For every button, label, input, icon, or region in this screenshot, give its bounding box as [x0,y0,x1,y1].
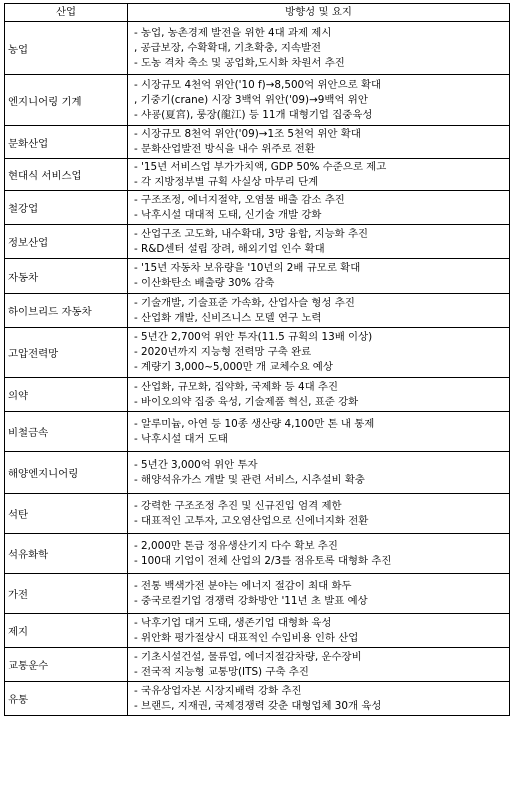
direction-line: - 중국로컬기업 경쟁력 강화방안 '11년 초 발표 예상 [134,594,368,607]
direction-line: - 강력한 구조조정 추진 및 신규진입 엄격 제한 [134,499,342,512]
table-row [5,22,510,75]
table-row [5,126,510,159]
sector-cell: 하이브리드 자동차 [5,294,128,328]
header-sector: 산업 [5,4,128,22]
direction-cell [128,259,510,294]
direction-line: - 기술개발, 기술표준 가속화, 산업사슬 형성 추진 [134,296,355,309]
direction-cell [128,75,510,126]
direction-cell [128,614,510,648]
sector-cell: 정보산업 [5,225,128,259]
table-row [5,574,510,614]
header-direction: 방향성 및 요지 [128,4,510,22]
table-row [5,452,510,494]
direction-line: - 이산화탄소 배출량 30% 감축 [134,277,275,289]
table-row [5,75,510,126]
direction-line: - 구조조정, 에너지절약, 오염물 배출 감소 추진 [134,193,345,206]
table-row [5,412,510,452]
direction-cell [128,648,510,682]
direction-line: , 공급보장, 수확확대, 기초확충, 지속발전 [134,41,322,54]
table-row [5,378,510,412]
direction-line: - '15년 자동차 보유량을 '10년의 2배 규모로 확대 [134,262,361,274]
direction-cell [128,574,510,614]
direction-line: - 낙후시설 대거 도태 [134,432,228,445]
direction-line: - 기초시설건설, 물류업, 에너지절감차량, 운수장비 [134,650,362,663]
direction-line: - 산업구조 고도화, 내수확대, 3망 융합, 지능화 추진 [134,227,369,240]
table-row [5,614,510,648]
direction-cell [128,452,510,494]
direction-cell [128,412,510,452]
direction-line: - 낙후시설 대대적 도태, 신기술 개발 강화 [134,208,322,221]
direction-line: - 문화산업발전 방식을 내수 위주로 전환 [134,143,315,155]
direction-cell [128,225,510,259]
sector-cell: 의약 [5,378,128,412]
sector-cell: 자동차 [5,259,128,294]
sector-cell: 비철금속 [5,412,128,452]
direction-line: - 브랜드, 지재권, 국제경쟁력 갖춘 대형업체 30개 육성 [134,699,382,712]
sector-cell: 현대식 서비스업 [5,159,128,191]
direction-line: - 전통 백색가전 분야는 에너지 절감이 최대 화두 [134,579,352,592]
direction-cell [128,191,510,225]
sector-cell: 해양엔지니어링 [5,452,128,494]
direction-line: - 계량기 3,000~5,000만 개 교체수요 예상 [134,361,333,373]
sector-cell: 문화산업 [5,126,128,159]
direction-cell [128,126,510,159]
sector-cell: 제지 [5,614,128,648]
direction-line: - R&D센터 설립 장려, 해외기업 인수 확대 [134,242,325,255]
direction-line: - 100대 기업이 전체 산업의 2/3를 점유토록 대형화 추진 [134,554,392,567]
table-row [5,225,510,259]
sector-cell: 철강업 [5,191,128,225]
sector-cell: 고압전력망 [5,328,128,378]
direction-line: - 낙후기업 대거 도태, 생존기업 대형화 육성 [134,616,332,629]
table-row [5,328,510,378]
table-row [5,259,510,294]
table-row [5,191,510,225]
table-row [5,294,510,328]
table-row [5,534,510,574]
table-row [5,682,510,716]
direction-line: - 5년간 3,000억 위안 투자 [134,458,258,471]
direction-line: - 국유상업자본 시장지배력 강화 추진 [134,684,302,697]
direction-line: - '15년 서비스업 부가가치액, GDP 50% 수준으로 제고 [134,160,387,173]
direction-line: - 2020년까지 지능형 전력망 구축 완료 [134,346,312,358]
direction-line: , 기중기(crane) 시장 3백억 위안('09)→9백억 위안 [134,93,368,106]
direction-line: - 해양석유가스 개발 및 관련 서비스, 시추설비 확충 [134,473,365,486]
direction-line: - 대표적인 고투자, 고오염산업으로 신에너지화 전환 [134,514,369,527]
direction-cell [128,494,510,534]
direction-line: - 샤굥(夏宮), 룽장(龍江) 등 11개 대형기업 집중육성 [134,108,373,121]
sector-cell: 석유화학 [5,534,128,574]
direction-line: - 농업, 농촌경제 발전을 위한 4대 과제 제시 [134,26,332,39]
sector-cell: 교통운수 [5,648,128,682]
direction-line: - 2,000만 톤급 정유생산기지 다수 확보 추진 [134,539,338,552]
table-header-row [5,4,510,22]
direction-cell [128,328,510,378]
direction-line: - 알루미늄, 아연 등 10종 생산량 4,100만 톤 내 통제 [134,417,375,430]
direction-line: - 산업화 개발, 신비즈니스 모델 연구 노력 [134,311,322,324]
direction-cell [128,534,510,574]
direction-line: - 산업화, 규모화, 집약화, 국제화 등 4대 추진 [134,380,338,393]
direction-line: - 각 지방정부별 규획 사실상 마무리 단계 [134,175,319,188]
direction-cell [128,294,510,328]
table-body [5,22,510,716]
sector-cell: 유통 [5,682,128,716]
direction-line: - 시장규모 8천억 위안('09)→1조 5천억 위안 확대 [134,128,361,140]
direction-line: - 시장규모 4천억 위안('10 f)→8,500억 위안으로 확대 [134,78,382,91]
sector-cell: 엔지니어링 기계 [5,75,128,126]
direction-line: - 도농 격차 축소 및 공업화,도시화 차원서 추진 [134,56,345,69]
table-row [5,648,510,682]
direction-cell [128,682,510,716]
direction-line: - 바이오의약 집중 육성, 기술제품 혁신, 표준 강화 [134,395,359,408]
sector-cell: 가전 [5,574,128,614]
industry-direction-table [4,3,510,716]
direction-cell [128,22,510,75]
direction-cell [128,159,510,191]
direction-line: - 5년간 2,700억 위안 투자(11.5 규획의 13배 이상) [134,331,373,343]
sector-cell: 농업 [5,22,128,75]
table-row [5,494,510,534]
sector-cell: 석탄 [5,494,128,534]
table-row [5,159,510,191]
direction-line: - 위안화 평가절상시 대표적인 수입비용 인하 산업 [134,631,359,644]
direction-cell [128,378,510,412]
direction-line: - 전국적 지능형 교통망(ITS) 구축 추진 [134,665,309,678]
